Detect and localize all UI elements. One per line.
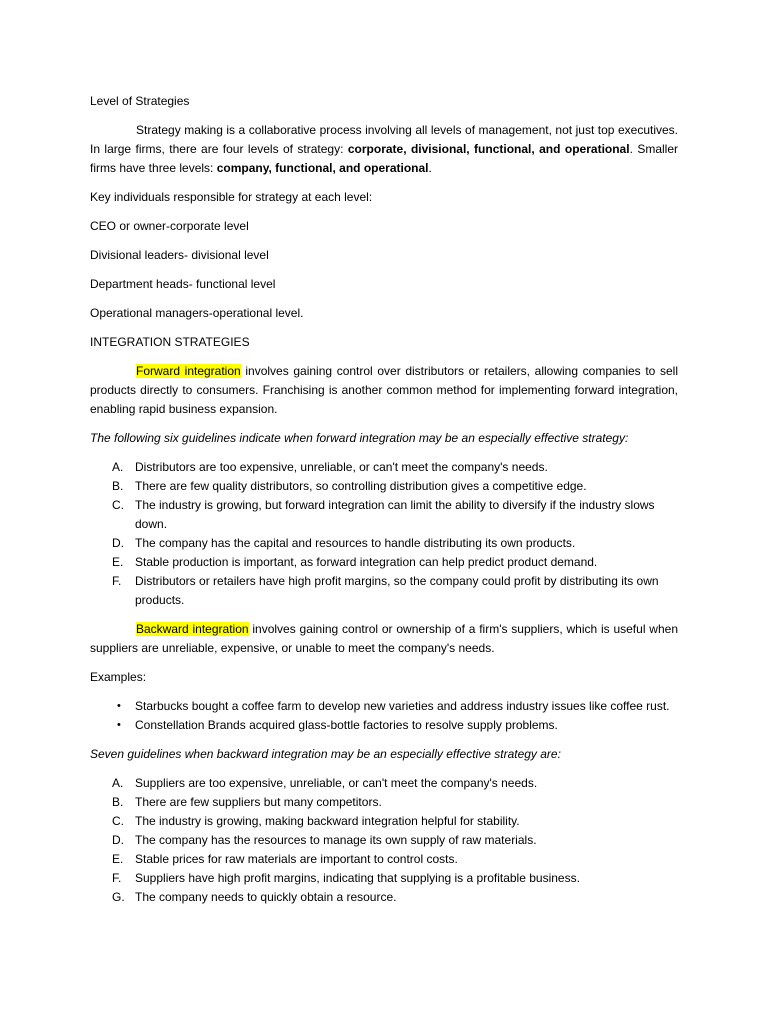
list-item	[90, 774, 678, 793]
list-marker: F.	[112, 574, 122, 588]
intro-text-2: . Smaller firms have three levels:	[90, 142, 679, 175]
list-marker: D.	[112, 833, 124, 847]
list-item	[90, 716, 678, 735]
list-item-text: The industry is growing, making backward integration helpful for stability.	[135, 814, 520, 828]
list-marker: D.	[112, 536, 124, 550]
forward-text: involves gaining control over distributors or retailers, allowing companies to sell products directly to consumers. Franchising is another common method for implementing forward integration, enabling rapid business expansion.	[90, 364, 678, 416]
backward-guidelines-intro: Seven guidelines when backward integration may be an especially effective strategy are:	[90, 747, 561, 761]
list-item-text: Constellation Brands acquired glass-bottle factories to resolve supply problems.	[135, 718, 558, 732]
intro-text-3: .	[428, 161, 432, 175]
list-item-text: Distributors are too expensive, unreliable, or can't meet the company's needs.	[135, 460, 548, 474]
list-item	[90, 888, 678, 907]
key-individuals-text: Key individuals responsible for strategy at each level:	[90, 190, 373, 204]
intro-text-1: Strategy making is a collaborative process involving all levels of management, not just top executives. In large firms, there are four levels of strategy:	[90, 123, 678, 156]
list-item	[90, 812, 678, 831]
list-item	[90, 496, 678, 534]
level-item: Department heads- functional level	[90, 277, 276, 291]
list-item-text: The industry is growing, but forward integration can limit the ability to diversify if the industry slows down.	[135, 498, 655, 531]
level-item: Operational managers-operational level.	[90, 306, 304, 320]
level-item: Divisional leaders- divisional level	[90, 248, 269, 262]
list-marker: E.	[112, 555, 124, 569]
list-marker: B.	[112, 795, 124, 809]
examples-label: Examples:	[90, 670, 147, 684]
list-item-text: Suppliers have high profit margins, indicating that supplying is a profitable business.	[135, 871, 580, 885]
list-item	[90, 850, 678, 869]
list-marker: B.	[112, 479, 124, 493]
forward-guidelines-intro: The following six guidelines indicate when forward integration may be an especially effective strategy:	[90, 431, 629, 445]
intro-bold-1: corporate, divisional, functional, and operational	[347, 142, 630, 156]
list-item-text: The company needs to quickly obtain a resource.	[135, 890, 397, 904]
list-item-text: The company has the resources to manage its own supply of raw materials.	[135, 833, 537, 847]
document-body	[90, 92, 678, 917]
backward-guidelines-list	[90, 774, 678, 907]
list-item	[90, 793, 678, 812]
examples-list	[90, 697, 678, 735]
list-marker: C.	[112, 814, 124, 828]
list-item	[90, 697, 678, 716]
list-item-text: The company has the capital and resources to handle distributing its own products.	[135, 536, 576, 550]
forward-paragraph	[90, 362, 678, 419]
list-marker: E.	[112, 852, 124, 866]
list-item-text: Starbucks bought a coffee farm to develop new varieties and address industry issues like coffee rust.	[135, 699, 670, 713]
list-item	[90, 572, 678, 610]
list-item	[90, 831, 678, 850]
page-title: Level of Strategies	[90, 94, 190, 108]
intro-paragraph	[90, 121, 678, 178]
list-item-text: There are few quality distributors, so controlling distribution gives a competitive edge.	[135, 479, 587, 493]
list-marker: F.	[112, 871, 122, 885]
list-item	[90, 869, 678, 888]
forward-guidelines-list	[90, 458, 678, 610]
list-item-text: Suppliers are too expensive, unreliable, or can't meet the company's needs.	[135, 776, 538, 790]
backward-text: involves gaining control or ownership of a firm's suppliers, which is useful when suppliers are unreliable, expensive, or unable to meet the company's needs.	[90, 622, 678, 655]
list-item	[90, 553, 678, 572]
list-marker: A.	[112, 460, 124, 474]
bullet-icon: •	[117, 700, 121, 712]
intro-bold-2: company, functional, and operational	[216, 161, 429, 175]
bullet-icon: •	[117, 719, 121, 731]
list-item	[90, 477, 678, 496]
list-item	[90, 534, 678, 553]
list-marker: G.	[112, 890, 125, 904]
list-marker: A.	[112, 776, 124, 790]
list-marker: C.	[112, 498, 124, 512]
list-item-text: Stable production is important, as forward integration can help predict product demand.	[135, 555, 598, 569]
forward-term-highlight: Forward integration	[136, 364, 241, 378]
list-item-text: Distributors or retailers have high profit margins, so the company could profit by distributing its own products.	[135, 574, 659, 607]
backward-term-highlight: Backward integration	[136, 622, 249, 636]
level-item: CEO or owner-corporate level	[90, 219, 249, 233]
list-item	[90, 458, 678, 477]
list-item-text: There are few suppliers but many competitors.	[135, 795, 382, 809]
list-item-text: Stable prices for raw materials are important to control costs.	[135, 852, 458, 866]
integration-heading: INTEGRATION STRATEGIES	[90, 335, 250, 349]
backward-paragraph	[90, 620, 678, 658]
